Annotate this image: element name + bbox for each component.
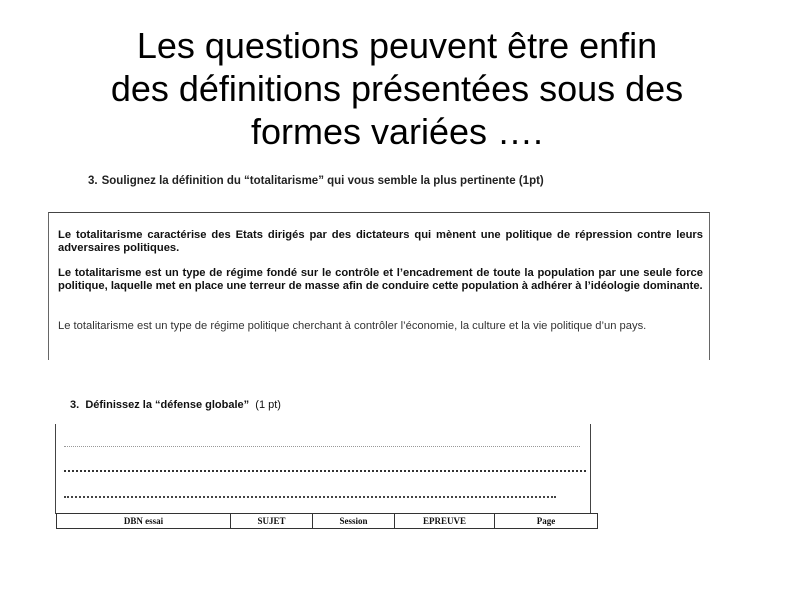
slide-title-line-2: des définitions présentées sous des [110, 68, 684, 109]
question-1-text: Soulignez la définition du “totalitarisme” qui vous semble la plus pertinente (1pt) [101, 175, 544, 187]
answer-area [55, 424, 591, 514]
definition-option-1: Le totalitarisme caractérise des Etats dirigés par des dictateurs qui mènent une politique de répression contre leurs adversaires politiques. [58, 229, 703, 254]
question-1-prompt [88, 175, 544, 187]
question-2-points: (1 pt) [255, 399, 281, 411]
answer-line [64, 496, 556, 498]
slide-title-line-3: formes variées …. [250, 111, 544, 152]
footer-cell-page: Page [536, 516, 556, 526]
answer-line [64, 470, 586, 472]
footer-cell-session: Session [313, 514, 395, 528]
definition-option-3: Le totalitarisme est un type de régime politique cherchant à contrôler l’économie, la culture et la vie politique d’un pays. [58, 320, 647, 332]
footer-cell-sujet: SUJET [231, 514, 313, 528]
question-1-options-box [48, 212, 710, 360]
answer-line [64, 446, 580, 447]
slide-title-line-1: Les questions peuvent être enfin [136, 25, 658, 66]
question-2-number: 3. [70, 399, 80, 411]
footer-cell-dbn: DBN essai [57, 514, 231, 528]
slide-title [0, 24, 794, 153]
footer-cell-epreuve: EPREUVE [395, 514, 495, 528]
question-1-number: 3. [88, 175, 98, 187]
exam-footer-table [56, 513, 598, 529]
definition-option-2: Le totalitarisme est un type de régime fondé sur le contrôle et l’encadrement de toute la population par une seule force politique, laquelle met en place une terreur de masse afin de conduire cette population à adhérer à l’idéologie dominante. [58, 267, 703, 292]
question-2-prompt [70, 399, 281, 411]
question-2-text: Définissez la “défense globale” [85, 399, 250, 411]
